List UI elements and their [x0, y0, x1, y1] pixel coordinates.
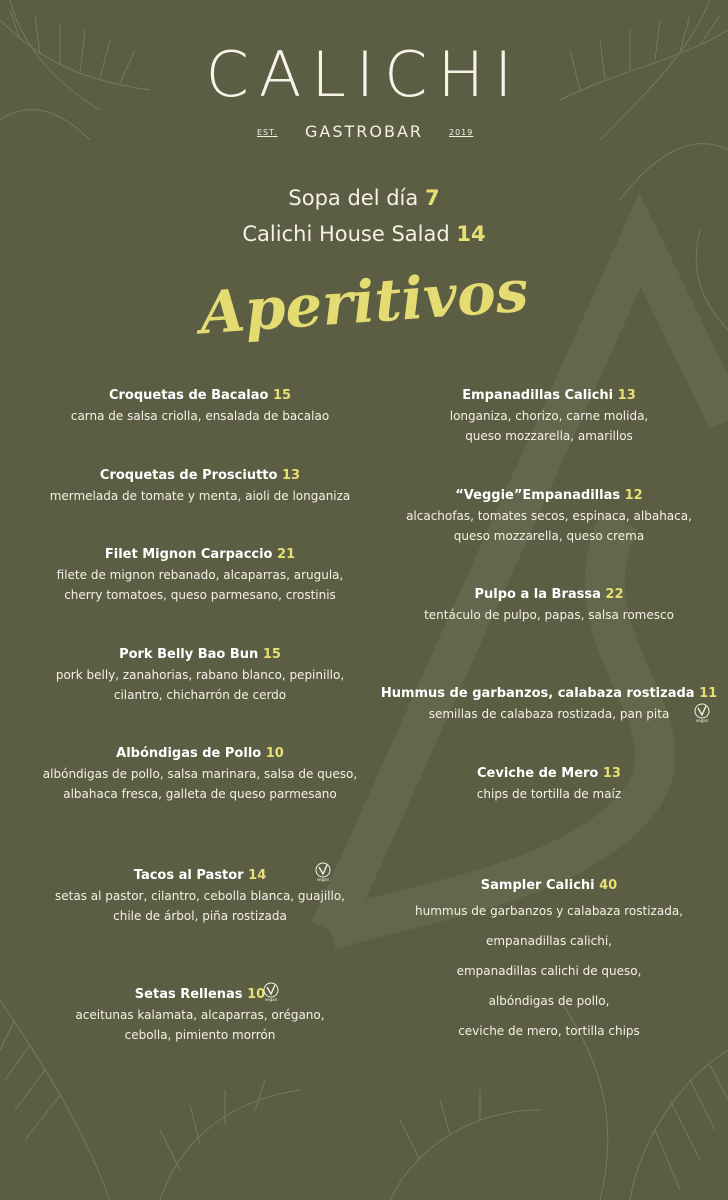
item-price: 10	[247, 987, 266, 1002]
item-price: 15	[272, 388, 292, 403]
item-description: albóndigas de pollo,	[488, 994, 610, 1008]
item-description: empanadillas calichi de queso,	[456, 964, 642, 978]
special-name: Calichi House Salad	[242, 222, 450, 246]
menu-item	[370, 386, 728, 446]
item-price: 12	[624, 488, 643, 503]
vegan-icon	[693, 703, 711, 723]
item-name: Sampler Calichi	[480, 878, 595, 893]
menu-item	[370, 486, 728, 546]
item-description: albahaca fresca, galleta de queso parmesano	[63, 787, 337, 801]
vegan-icon	[262, 982, 280, 1002]
menu-item	[0, 866, 400, 926]
menu-item	[0, 545, 400, 605]
logo-year: 2019	[449, 128, 474, 137]
item-description: cherry tomatoes, queso parmesano, crostinis	[64, 588, 336, 602]
item-price: 13	[281, 468, 301, 483]
item-description: cebolla, pimiento morrón	[124, 1028, 276, 1042]
item-name: Filet Mignon Carpaccio	[104, 547, 273, 562]
item-price: 21	[277, 547, 296, 562]
item-description: filete de mignon rebanado, alcaparras, arugula,	[56, 568, 344, 582]
menu-item	[370, 764, 728, 804]
item-description: empanadillas calichi,	[485, 934, 612, 948]
section-title-aperitivos: Aperitivos	[197, 256, 531, 348]
item-description: alcachofas, tomates secos, espinaca, albahaca,	[406, 509, 692, 523]
restaurant-logo	[0, 40, 728, 110]
menu-item	[0, 645, 400, 705]
special-price: 7	[424, 186, 440, 210]
item-price: 11	[699, 686, 718, 701]
specials-list	[0, 180, 728, 252]
item-price: 14	[248, 868, 267, 883]
item-description: semillas de calabaza rostizada, pan pita	[428, 707, 670, 721]
item-description: queso mozzarella, amarillos	[465, 429, 633, 443]
item-description: chile de árbol, piña rostizada	[113, 909, 287, 923]
item-price: 15	[262, 647, 281, 662]
logo-gastrobar: GASTROBAR	[304, 122, 424, 141]
item-name: Pulpo a la Brassa	[474, 587, 601, 602]
item-price: 13	[617, 388, 636, 403]
item-description: queso mozzarella, queso crema	[453, 529, 645, 543]
vegan-icon-label: vegan	[316, 877, 330, 882]
item-name: Hummus de garbanzos, calabaza rostizada	[380, 686, 695, 701]
item-description: aceitunas kalamata, alcaparras, orégano,	[75, 1008, 325, 1022]
special-price: 14	[456, 222, 486, 246]
item-name: “Veggie”Empanadillas	[455, 488, 621, 503]
menu-item	[0, 985, 400, 1045]
item-name: Croquetas de Bacalao	[108, 388, 269, 403]
item-price: 10	[265, 746, 284, 761]
item-name: Empanadillas Calichi	[462, 388, 614, 403]
item-description: pork belly, zanahorias, rabano blanco, pepinillo,	[55, 668, 345, 682]
item-name: Tacos al Pastor	[133, 868, 244, 883]
special-item	[0, 180, 728, 216]
special-item	[0, 216, 728, 252]
item-name: Setas Rellenas	[134, 987, 243, 1002]
item-description: chips de tortilla de maíz	[476, 787, 622, 801]
item-name: Ceviche de Mero	[477, 766, 599, 781]
item-description: cilantro, chicharrón de cerdo	[113, 688, 287, 702]
logo-est: EST.	[257, 128, 278, 137]
menu-item	[370, 585, 728, 625]
item-description: mermelada de tomate y menta, aioli de longaniza	[49, 489, 351, 503]
item-name: Albóndigas de Pollo	[116, 746, 262, 761]
item-description: ceviche de mero, tortilla chips	[458, 1024, 640, 1038]
item-description: longaniza, chorizo, carne molida,	[449, 409, 649, 423]
item-price: 13	[602, 766, 621, 781]
item-price: 22	[605, 587, 624, 602]
item-description: setas al pastor, cilantro, cebolla blanca, guajillo,	[55, 889, 345, 903]
special-name: Sopa del día	[288, 186, 419, 210]
menu-item	[370, 684, 728, 724]
item-price: 40	[599, 878, 618, 893]
item-name: Pork Belly Bao Bun	[119, 647, 259, 662]
item-description: hummus de garbanzos y calabaza rostizada,	[415, 904, 683, 918]
item-description: carna de salsa criolla, ensalada de bacalao	[70, 409, 330, 423]
vegan-icon-label: vegan	[264, 997, 278, 1002]
logo-subtitle	[0, 122, 728, 144]
item-description: tentáculo de pulpo, papas, salsa romesco	[424, 608, 674, 622]
menu-item	[0, 386, 400, 426]
menu-item	[0, 466, 400, 506]
vegan-icon	[314, 862, 332, 882]
item-name: Croquetas de Prosciutto	[99, 468, 278, 483]
menu-item	[0, 744, 400, 804]
logo-wordmark: CALICHI	[205, 38, 523, 111]
vegan-icon-label: vegan	[695, 718, 709, 723]
item-description: albóndigas de pollo, salsa marinara, salsa de queso,	[42, 767, 358, 781]
menu-item	[370, 876, 728, 1046]
